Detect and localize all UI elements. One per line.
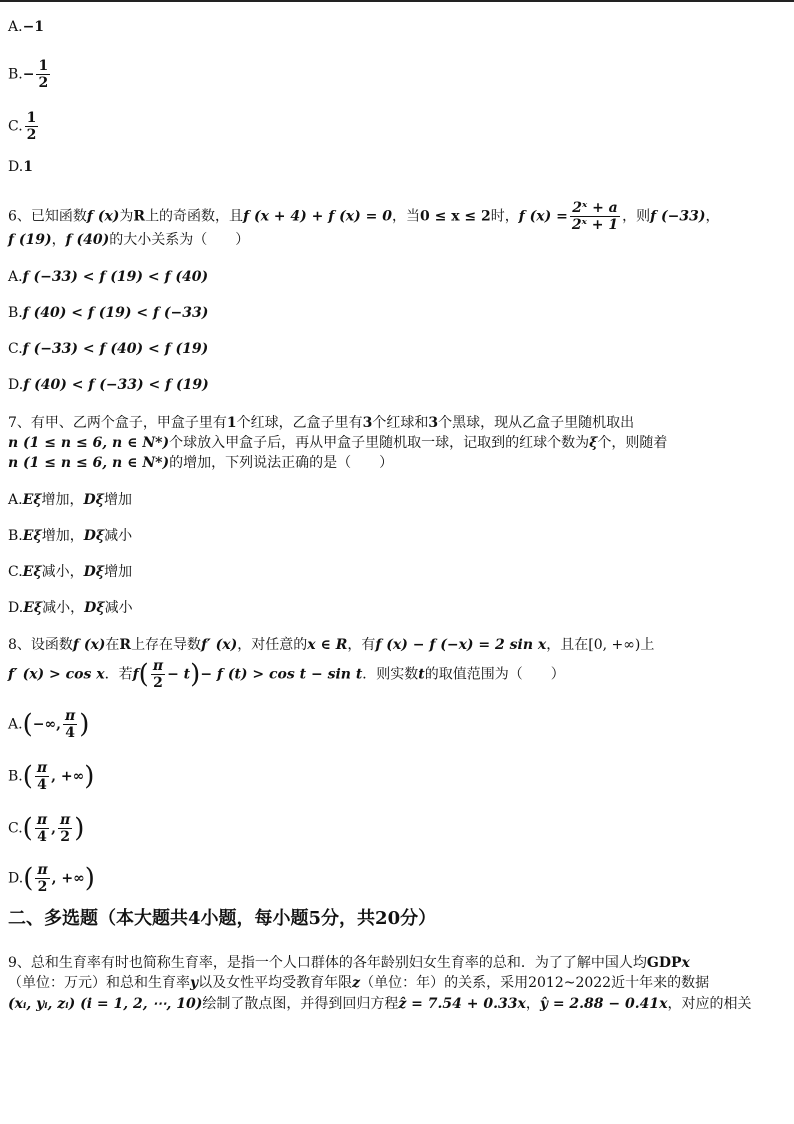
fraction: $\frac{1}{2}$ — [38, 58, 49, 91]
fraction: $\frac{\pi}{2}$ — [59, 812, 71, 845]
q8-stem-line2: f′ (x) > cos x．若f( $\frac{\pi}{2}$ − t)− f (t) > cos t − sin t．则实数t的取值范围为（ ） — [8, 658, 565, 691]
q9-stem-line1: 9、总和生育率有时也简称生育率，是指一个人口群体的各年龄别妇女生育率的总和．为了了解中国人均GDPx — [8, 955, 690, 971]
option-value: 1 — [23, 159, 33, 175]
option-value: −1 — [22, 19, 45, 35]
q6-option-d: D.f (40) < f (−33) < f (19) — [8, 377, 209, 393]
q6-stem-line1: 6、已知函数f (x)为R上的奇函数，且f (x + 4) + f (x) = 0，当0 ≤ x ≤ 2时，f (x) = $\frac{\text{2ˣ + a}}{\text{2ˣ + 1}}$ ，则f (−33)， — [8, 200, 720, 233]
option-label: D. — [8, 159, 24, 175]
q5-option-d — [8, 156, 33, 178]
q8-stem-line1: 8、设函数f (x)在R上存在导数f′ (x)，对任意的x ∈ R，有f (x) − f (−x) = 2 sin x，且在[0, +∞)上 — [8, 637, 655, 653]
section-heading: 二、多选题（本大题共4小题，每小题5分，共20分） — [8, 908, 437, 929]
q6-option-c: C.f (−33) < f (40) < f (19) — [8, 341, 209, 357]
q7-stem-line3: n (1 ≤ n ≤ 6, n ∈ N*)的增加，下列说法正确的是（ ） — [8, 455, 394, 471]
q7-option-b: B.Eξ增加，Dξ减小 — [8, 528, 133, 544]
fraction: $\frac{\pi}{2}$ — [37, 862, 48, 895]
q8-option-b: B.( $\frac{\pi}{4}$ , +∞) — [8, 760, 95, 793]
q8-option-c: C.( $\frac{\pi}{4}$ , $\frac{\pi}{2}$ ) — [8, 812, 85, 845]
q7-option-c: C.Eξ减小，Dξ增加 — [8, 564, 133, 580]
q7-option-a: A.Eξ增加，Dξ增加 — [8, 492, 132, 508]
top-rule — [0, 0, 794, 2]
q5-option-b — [8, 58, 52, 91]
q8-option-d: D.( $\frac{\pi}{2}$ , +∞) — [8, 862, 95, 895]
q5-option-a — [8, 16, 44, 38]
q6-stem-line2: f (19)，f (40)的大小关系为（ ） — [8, 232, 250, 248]
option-label: C. — [8, 118, 23, 135]
fraction: $\frac{\pi}{4}$ — [65, 708, 76, 741]
q5-option-c — [8, 110, 40, 143]
fraction: $\frac{\pi}{4}$ — [36, 812, 48, 845]
q6-option-b: B.f (40) < f (19) < f (−33) — [8, 305, 209, 321]
fraction: $\frac{1}{2}$ — [26, 110, 37, 143]
option-label: B. — [8, 66, 23, 83]
q6-option-a: A.f (−33) < f (19) < f (40) — [8, 269, 209, 285]
option-sign: − — [22, 66, 35, 83]
option-label: A. — [8, 19, 23, 35]
q7-stem-line1: 7、有甲、乙两个盒子，甲盒子里有1个红球，乙盒子里有3个红球和3个黑球，现从乙盒子里随机取出 — [8, 415, 635, 431]
q8-option-a: A.(−∞, $\frac{\pi}{4}$ ) — [8, 708, 90, 741]
q9-stem-line2: （单位：万元）和总和生育率y以及女性平均受教育年限z（单位：年）的关系，采用2012~2022近十年来的数据 — [8, 975, 710, 991]
q9-stem-line3: (xᵢ, yᵢ, zᵢ) (i = 1, 2, ⋯, 10)绘制了散点图，并得到回归方程ẑ = 7.54 + 0.33x，ŷ = 2.88 − 0.41x，对应的相关 — [8, 996, 752, 1012]
fraction: $\frac{\pi}{2}$ — [152, 658, 164, 691]
q7-option-d: D.Eξ减小，Dξ减小 — [8, 600, 133, 616]
fraction: $\frac{\text{2ˣ + a}}{\text{2ˣ + 1}}$ — [571, 200, 619, 233]
fraction: $\frac{\pi}{4}$ — [36, 760, 48, 793]
q7-stem-line2: n (1 ≤ n ≤ 6, n ∈ N*)个球放入甲盒子后，再从甲盒子里随机取一球，记取到的红球个数为ξ个，则随着 — [8, 435, 668, 451]
